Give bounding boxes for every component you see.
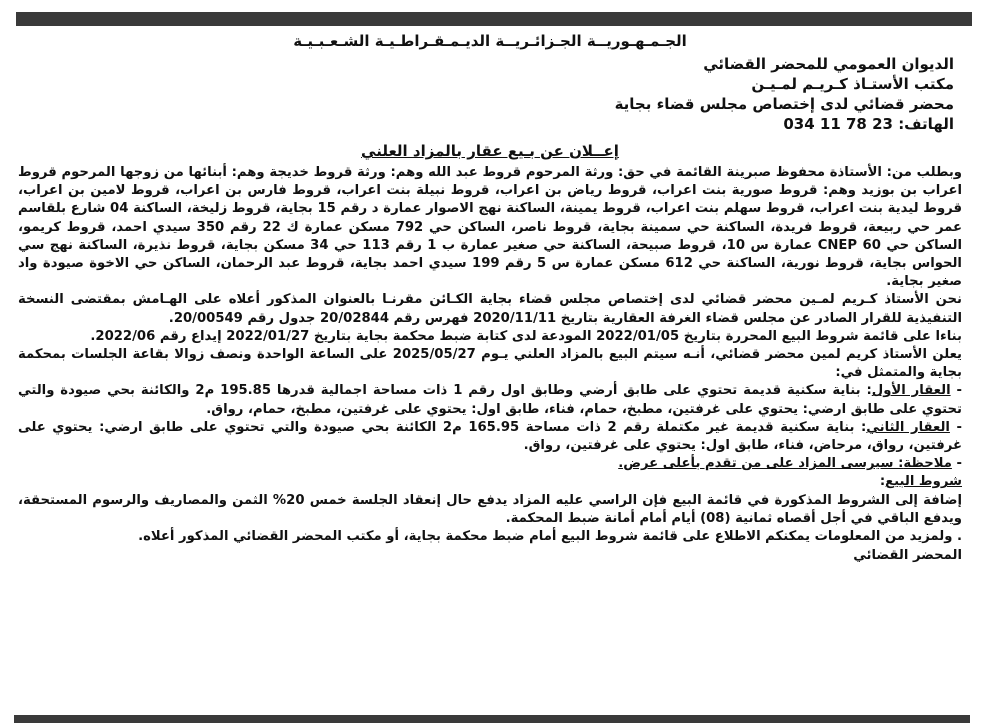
note-text: : سيرسى المزاد على من تقدم بأعلى عرض. xyxy=(618,456,904,472)
sale-conditions-text: إضافة إلى الشروط المذكورة في قائمة البيع فإن الراسي عليه المزاد يدفع حال إنعقاد الجلسة خمس 20% الثمن والمصاريف والرسوم المستحقة، ويدفع الباقي في أجل أقصاه ثمانية (08) أيام أمام أمانة ضبط المحكمة. xyxy=(18,492,962,526)
property-2-text: : بناية سكنية قديمة غير مكتملة رقم 2 ذات مساحة 165.95 م2 الكائنة بحي صيودة والتي تحتوي على طابق ارضي: يحتوي على غرفتين، رواق، مرحاض، فناء، طابق اول: يحتوي على غرفتين، رواق. xyxy=(18,419,962,454)
conditions-list-paragraph: بناءا على قائمة شروط البيع المحررة بتاريخ 2022/01/05 المودعة لدى كتابة ضبط محكمة بجاية بتاريخ 2022/01/27 إيداع رقم 2022/06. xyxy=(90,328,962,344)
requester-paragraph: وبطلب من: الأستاذة محفوظ صبرينة القائمة في حق: ورثة المرحوم قروط عبد الله وهم: ورثة قروط خديجة وهم: أبنائها من زوجها المرحوم قروط اعراب بن بوزيد وهم: قروط صورية بنت اعراب، قروط رياض بن اعراب، قروط نبيلة بنت اعراب، قروط فارس بن اعراب، قروط لامين بن اعراب، قروط ليدية بنت اعراب، قروط سهلم بنت اعراب، قروط يمينة، الساكنة نهج الاصوار عمارة د رقم 15 بجاية، قروط زليخة، الساكنة 04 شارع بلقاسم عمر حي ربيعة، قروط فريدة، الساكنة حي سمينة بجاية، قروط ناصر، الساكن حي 792 مسكن عمارة ك 22 رقم 350 سيدي احمد، قروط كريمو، الساكن حي CNEP 60 عمارة س 10، قروط صبيحة، الساكنة حي صغير عمارة ب 1 رقم 113 حي 34 مسكن بجاية، قروط نذيرة، الساكنة نهج سي الحواس بجاية، قروط نورية، الساكنة حي 612 مسكن عمارة س 5 رقم 199 سيدي احمد بجاية، قروط عبد الرحمان، الساكن حي الاخوة صيودة واد صغير بجاية. xyxy=(18,165,963,290)
sale-conditions-label: شروط البيع xyxy=(885,474,962,490)
note: - ملاحظة: سيرسى المزاد على من تقدم بأعلى عرض. xyxy=(618,456,962,472)
republic-heading: الجـمـهـوريــة الجـزائـريــة الديـمـقـراطـيـة الشـعـبـيـة xyxy=(293,32,687,50)
notice-title: إعــلان عن بـيع عقار بالمزاد العلني xyxy=(361,142,619,160)
property-2-label: العقار الثاني xyxy=(866,419,950,435)
phone-label: الهاتف: xyxy=(898,115,954,133)
sale-conditions-heading: شروط البيع: xyxy=(879,474,962,490)
phone-number: 034 11 78 23 xyxy=(783,115,893,133)
note-label: ملاحظة xyxy=(903,456,952,472)
top-border-bar xyxy=(16,12,972,26)
property-1-label: العقار الأول xyxy=(871,383,951,399)
signer: المحضر القضائي xyxy=(853,548,962,564)
property-1: - العقار الأول: بناية سكنية قديمة تحتوي على طابق أرضي وطابق اول رقم 1 ذات مساحة اجمالية قدرها 195.85 م2 والكائنة بحي صيودة والتي تحتوي على طابق ارضي: يحتوي على غرفتين، مطبخ، حمام، فناء، طابق اول: يحتوي على غرفتين، مطبخ، حمام، رواق. xyxy=(18,383,962,417)
bailiff-paragraph: نحن الأستاذ كـريم لمـين محضر قضائي لدى إختصاص مجلس قضاء بجاية الكـائن مقرنـا بالعنوان المذكور أعلاه على الهـامش بمقتضى النسخة التنفيذية للقرار الصادر عن مجلس قضاء الغرفة العقارية بتاريخ 2020/11/11 فهرس رقم 20/02844 جدول رقم 20/00549. xyxy=(18,292,962,326)
bottom-border-bar xyxy=(14,715,970,723)
announcement-paragraph: يعلن الأستاذ كريم لمين محضر قضائي، أنـه سيتم البيع بالمزاد العلني يـوم 2025/05/27 على الساعة الواحدة ونصف زوالا بقاعة الجلسات بمحكمة بجاية والمتمثل في: xyxy=(18,347,962,381)
more-info-text: . ولمزيد من المعلومات يمكنكم الاطلاع على قائمة شروط البيع أمام ضبط محكمة بجاية، أو مكتب المحضر القضائي المذكور أعلاه. xyxy=(138,529,962,545)
legal-notice-page xyxy=(18,32,962,709)
office-line-3: محضر قضائي لدى إختصاص مجلس قضاء بجاية xyxy=(614,95,954,113)
property-2: - العقار الثاني: بناية سكنية قديمة غير مكتملة رقم 2 ذات مساحة 165.95 م2 الكائنة بحي صيودة والتي تحتوي على طابق ارضي: يحتوي على غرفتين، رواق، مرحاض، فناء، طابق اول: يحتوي على غرفتين، رواق. xyxy=(18,419,962,454)
office-line-2: مكتب الأستـاذ كـريـم لمـيـن xyxy=(751,75,954,93)
office-line-1: الديوان العمومي للمحضر القضائي xyxy=(703,55,954,73)
property-1-text: : بناية سكنية قديمة تحتوي على طابق أرضي وطابق اول رقم 1 ذات مساحة اجمالية قدرها 195.85 م2 والكائنة بحي صيودة والتي تحتوي على طابق ارضي: يحتوي على غرفتين، مطبخ، حمام، فناء، طابق اول: يحتوي على غرفتين، مطبخ، حمام، رواق. xyxy=(18,383,962,417)
phone-line xyxy=(18,114,962,134)
